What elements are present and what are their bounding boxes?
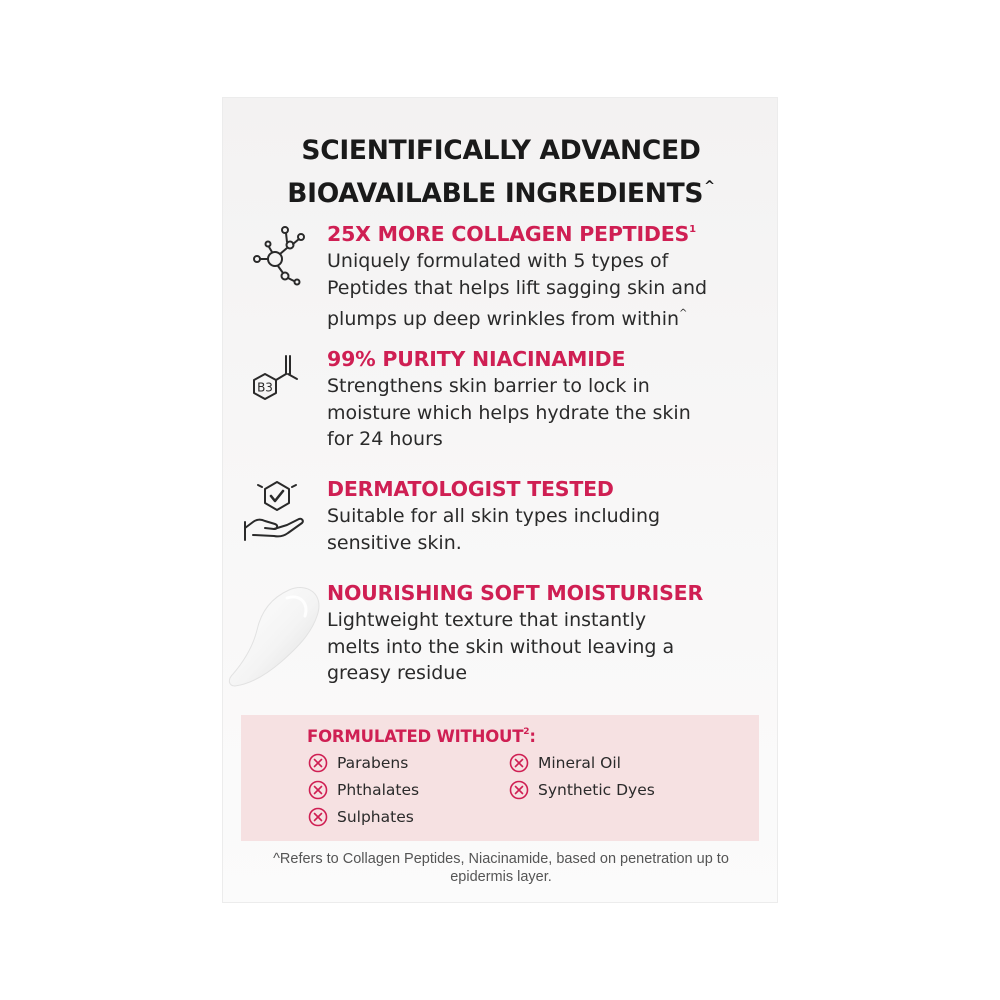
title-line-1: SCIENTIFICALLY ADVANCED [301, 135, 701, 166]
niacinamide-b3-icon [245, 348, 309, 412]
without-item-mineral-oil: Mineral Oil [509, 752, 621, 774]
footnote: ^Refers to Collagen Peptides, Niacinamide, based on penetration up to epidermis layer. [273, 851, 729, 885]
caret-mark: ^ [679, 308, 688, 319]
x-circle-icon [308, 753, 328, 773]
page-title [223, 133, 779, 212]
feature-title: 99% PURITY NIACINAMIDE [327, 347, 626, 371]
product-info-card [222, 97, 778, 903]
without-item-phthalates: Phthalates [308, 779, 419, 801]
title-caret-mark: ^ [704, 179, 715, 194]
without-item-sulphates: Sulphates [308, 806, 414, 828]
hand-check-icon [241, 478, 305, 542]
footnote-mark: 1 [689, 224, 696, 235]
title-line-2: BIOAVAILABLE INGREDIENTS [287, 178, 704, 209]
feature-description: Strengthens skin barrier to lock in moisture which helps hydrate the skin for 24 hours [327, 375, 691, 450]
footnote-mark: 2 [523, 727, 530, 737]
feature-description: Lightweight texture that instantly melts into the skin without leaving a greasy residue [327, 609, 675, 684]
feature-description: Uniquely formulated with 5 types of Peptides that helps lift sagging skin and plumps up deep wrinkles from within^ [327, 250, 708, 330]
molecule-icon [243, 223, 307, 287]
b3-badge-label: B3 [257, 380, 273, 395]
formulated-without-panel: FORMULATED WITHOUT$^2$: Parabens Phthalates Sulphates Mineral Oil Synthetic Dyes [241, 715, 759, 841]
x-circle-icon [509, 753, 529, 773]
formulated-without-title: FORMULATED WITHOUT [307, 727, 524, 746]
feature-description: Suitable for all skin types including sensitive skin. [327, 505, 661, 554]
feature-title: 25X MORE COLLAGEN PEPTIDES [327, 222, 690, 246]
feature-title: DERMATOLOGIST TESTED [327, 477, 614, 501]
without-item-parabens: Parabens [308, 752, 408, 774]
x-circle-icon [308, 780, 328, 800]
feature-title: NOURISHING SOFT MOISTURISER [327, 581, 704, 605]
cream-swatch-icon [227, 580, 323, 690]
x-circle-icon [509, 780, 529, 800]
without-item-synthetic-dyes: Synthetic Dyes [509, 779, 655, 801]
x-circle-icon [308, 807, 328, 827]
